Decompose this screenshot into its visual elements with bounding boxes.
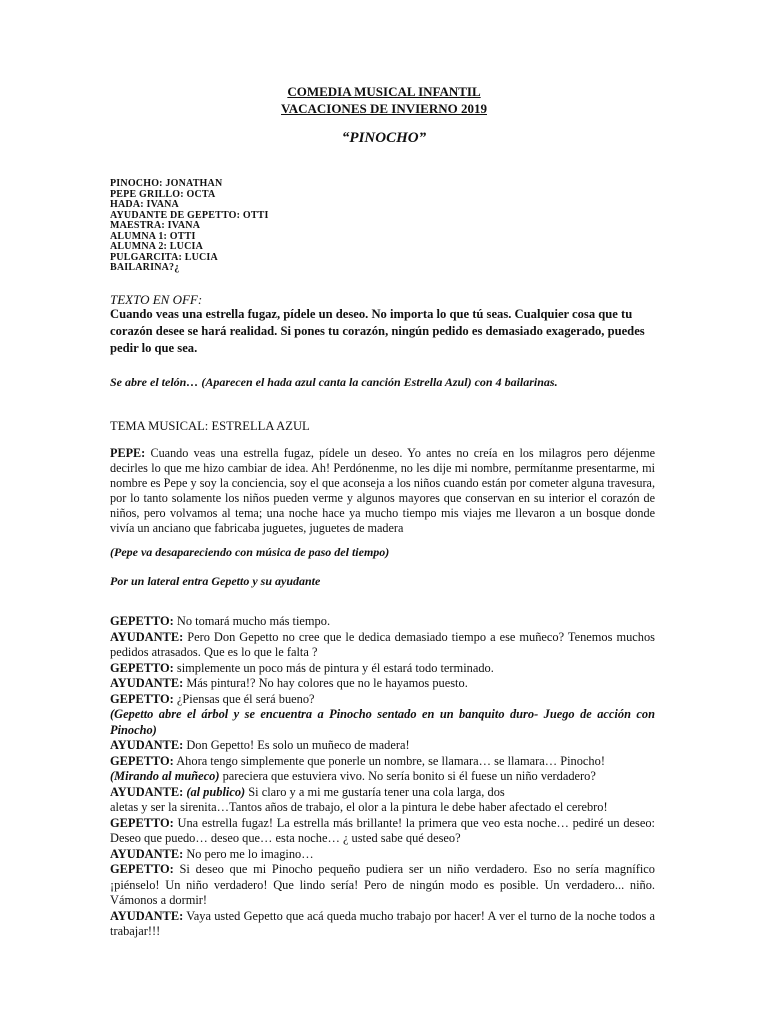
stage-direction-tree: (Gepetto abre el árbol y se encuentra a Pinocho sentado en un banquito duro- Juego de acción con Pinocho) xyxy=(110,707,655,737)
inline-direction: (al publico) xyxy=(183,784,246,799)
speaker-label: GEPETTO: xyxy=(110,862,174,876)
speaker-label: AYUDANTE: xyxy=(110,676,184,690)
speaker-label: PEPE: xyxy=(110,446,146,460)
speaker-label: GEPETTO: xyxy=(110,753,174,768)
speech-text: Cuando veas una estrella fugaz, pídele un deseo. Yo antes no creía en los milagros pero déjenme decirles lo que me hizo cambiar de idea. Ah! Perdónenme, no les dije mi nombre, permítanme presentarme, mi nombre es Pepe y soy la conciencia, soy el que aconseja a los niños cuando están por cometer alguna travesura, por lo tanto solamente los niños pueden verme y algunos mayores que conservan en su interior el corazón de niños, pero volvamos al tema; una noche hace ya mucho tiempo mis viajes me llevaron a un bosque donde vivía un anciano que fabricaba juguetes, juguetes de madera xyxy=(110,446,655,535)
speaker-label: AYUDANTE: xyxy=(110,738,184,752)
speech-text: Don Gepetto! Es solo un muñeco de madera! xyxy=(183,738,410,752)
stage-direction-curtain: Se abre el telón… (Aparecen el hada azul canta la canción Estrella Azul) con 4 bailarinas. xyxy=(110,375,558,389)
speech-text: Si deseo que mi Pinocho pequeño pudiera ser un niño verdadero. Eso no sería magnífico ¡piénselo! Un niño verdadero! Que lindo sería! Pero de ningún modo es posible. Un verdadero... niño. Vámonos a dormir! xyxy=(110,862,655,907)
dialogue-line xyxy=(110,769,655,785)
dialogue-line xyxy=(110,738,655,754)
off-heading: TEXTO EN OFF: xyxy=(110,292,203,307)
speech-text: No pero me lo imagino… xyxy=(183,846,314,861)
cast-item: MAESTRA: IVANA xyxy=(110,220,201,231)
cast-item: ALUMNA 1: OTTI xyxy=(110,230,196,242)
dialogue-line xyxy=(110,754,655,770)
cast-item: PULGARCITA: LUCIA xyxy=(110,251,218,263)
play-title: “PINOCHO” xyxy=(341,130,427,146)
inline-direction: (Mirando al muñeco) xyxy=(110,769,220,783)
cast-item: HADA: IVANA xyxy=(110,199,179,210)
dialogue-line xyxy=(110,676,655,692)
stage-direction-pepe: (Pepe va desapareciendo con música de paso del tiempo) xyxy=(110,545,390,559)
cast-item: PEPE GRILLO: OCTA xyxy=(110,188,216,200)
speech-text: Vaya usted Gepetto que acá queda mucho trabajo por hacer! A ver el turno de la noche todos a trabajar!!! xyxy=(110,908,655,938)
speaker-label: AYUDANTE: xyxy=(110,846,184,861)
dialogue-line xyxy=(110,614,655,630)
speaker-label: GEPETTO: xyxy=(110,815,174,830)
speech-text: Más pintura!? No hay colores que no le hayamos puesto. xyxy=(183,676,468,690)
dialogue-line xyxy=(110,847,655,863)
header-line-2: VACACIONES DE INVIERNO 2019 xyxy=(281,101,487,116)
speech-text: Si claro y a mi me gustaría tener una cola larga, dos xyxy=(245,784,505,799)
speech-text: Ahora tengo simplemente que ponerle un nombre, se llamara… se llamara… Pinocho! xyxy=(173,753,605,768)
speech-text: ¿Piensas que él será bueno? xyxy=(173,691,315,706)
speaker-label: AYUDANTE: xyxy=(110,784,184,799)
off-text: Cuando veas una estrella fugaz, pídele un deseo. No importa lo que tú seas. Cualquier cosa que tu corazón desee se hará realidad. Si pones tu corazón, ningún pedido es demasiado exagerado, puedes pedir lo que sea. xyxy=(110,307,645,355)
cast-item: AYUDANTE DE GEPETTO: OTTI xyxy=(110,209,269,221)
dialogue-line xyxy=(110,816,655,847)
speaker-label: GEPETTO: xyxy=(110,614,174,628)
speaker-label: AYUDANTE: xyxy=(110,629,184,644)
dialogue-line xyxy=(110,785,655,801)
speaker-label: AYUDANTE: xyxy=(110,908,184,923)
speaker-label: GEPETTO: xyxy=(110,691,174,706)
dialogue-continuation: aletas y ser la sirenita…Tantos años de trabajo, el olor a la pintura le debe haber afectado el cerebro! xyxy=(110,800,608,814)
header-line-1: COMEDIA MUSICAL INFANTIL xyxy=(287,84,481,99)
stage-direction-entrance: Por un lateral entra Gepetto y su ayudante xyxy=(110,574,321,588)
dialogue-line xyxy=(110,692,655,708)
speaker-label: GEPETTO: xyxy=(110,660,174,675)
speech-text: Una estrella fugaz! La estrella más brillante! la primera que veo esta noche… pediré un deseo: Deseo que puedo… deseo que… esta noche… ¿ usted sabe qué deseo? xyxy=(110,815,655,845)
cast-list xyxy=(110,179,269,274)
dialogue-line xyxy=(110,661,655,677)
dialogue-line xyxy=(110,862,655,909)
cast-item: PINOCHO: JONATHAN xyxy=(110,178,223,189)
musical-theme-heading: TEMA MUSICAL: ESTRELLA AZUL xyxy=(110,419,310,433)
cast-item: BAILARINA?¿ xyxy=(110,262,180,273)
speech-text: pareciera que estuviera vivo. No sería bonito si él fuese un niño verdadero? xyxy=(219,769,596,783)
dialogue-line xyxy=(110,909,655,940)
pepe-monologue xyxy=(110,446,655,536)
speech-text: simplemente un poco más de pintura y él estará todo terminado. xyxy=(173,660,494,675)
dialogue-block xyxy=(110,614,655,940)
speech-text: No tomará mucho más tiempo. xyxy=(173,614,331,628)
dialogue-line xyxy=(110,630,655,661)
cast-item: ALUMNA 2: LUCIA xyxy=(110,241,203,252)
speech-text: Pero Don Gepetto no cree que le dedica demasiado tiempo a ese muñeco? Tenemos muchos pedidos atrasados. Que es lo que le falta ? xyxy=(110,629,655,659)
